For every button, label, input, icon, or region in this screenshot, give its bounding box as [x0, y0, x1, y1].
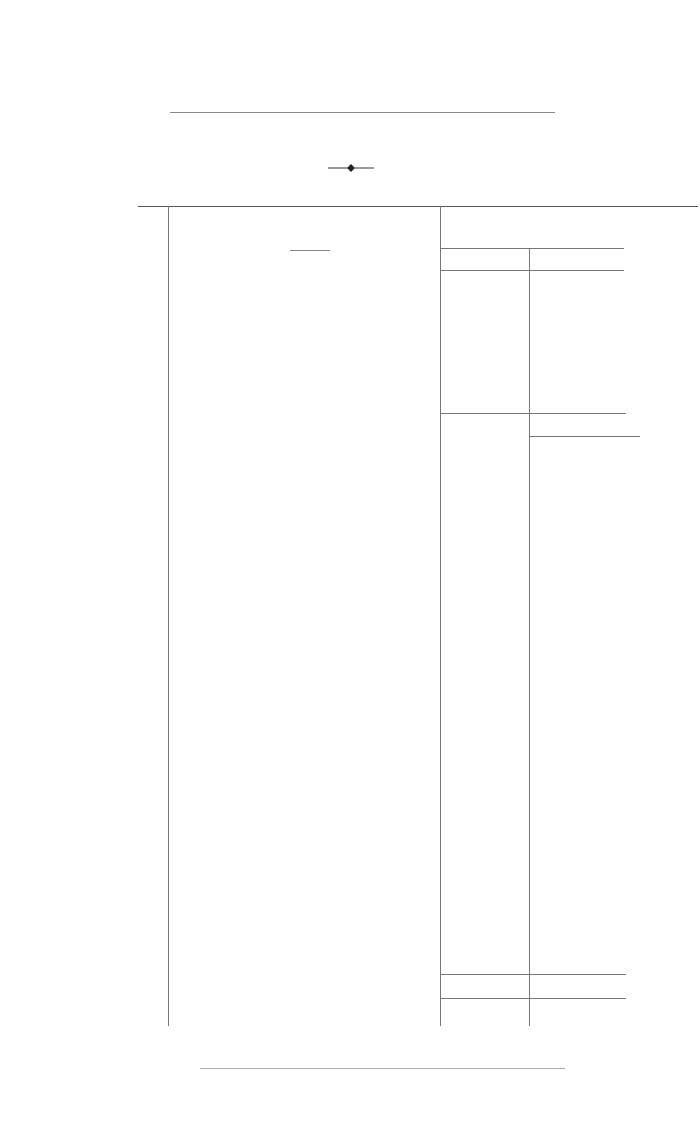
page-column-divider: [168, 206, 169, 1026]
ornament-divider-icon: [326, 163, 376, 173]
table-top-rule: [138, 206, 698, 207]
annual-subtotal-rule: [441, 974, 626, 975]
year-header-rule: [441, 248, 624, 249]
permanent-subtotal-rule: [441, 413, 626, 414]
header-rule: [170, 112, 555, 113]
permanent-subtotal-underline: [530, 436, 640, 437]
column-header-rule: [441, 270, 624, 271]
annual-subtotal-underline: [441, 998, 626, 999]
description-column-divider: [440, 206, 441, 1026]
bottom-rule: [200, 1068, 565, 1069]
short-rule: [290, 250, 330, 251]
credits-column-divider: [529, 248, 530, 1026]
